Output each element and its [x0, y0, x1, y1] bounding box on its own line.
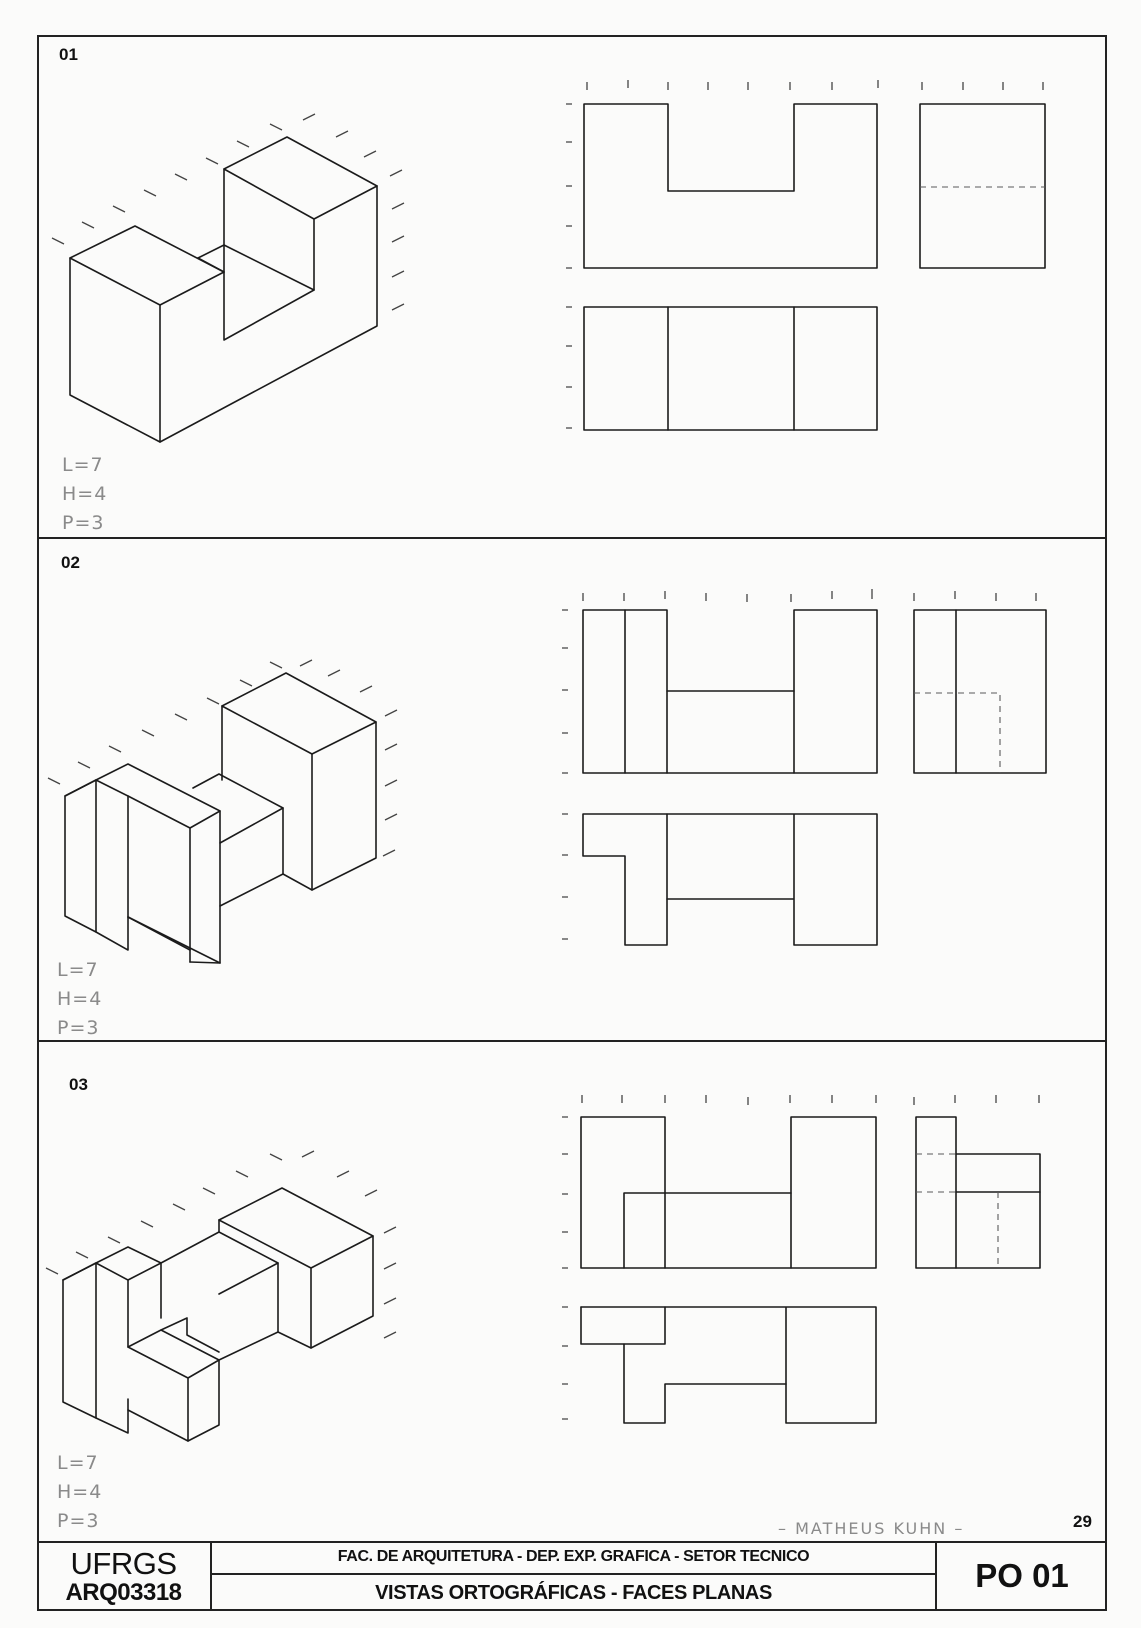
- exercise-number: 03: [69, 1075, 88, 1094]
- course-code: ARQ03318: [65, 1578, 182, 1606]
- institution-name: UFRGS: [70, 1545, 177, 1581]
- page-number: 29: [1073, 1512, 1092, 1531]
- student-signature: – MATHEUS KUHN –: [778, 1519, 965, 1538]
- dimension-notes: L=7 H=4 P=3: [57, 1452, 103, 1532]
- exercise-number: 02: [61, 553, 80, 572]
- subject-cell: VISTAS ORTOGRÁFICAS - FACES PLANAS: [212, 1575, 937, 1611]
- department-cell: FAC. DE ARQUITETURA - DEP. EXP. GRAFICA - SETOR TECNICO: [212, 1541, 937, 1575]
- exercise-number: 01: [59, 45, 78, 64]
- sheet-code: PO 01: [975, 1557, 1069, 1594]
- dimension-notes: L=7 H=4 P=3: [62, 454, 108, 534]
- dimension-notes: L=7 H=4 P=3: [57, 959, 103, 1039]
- institution-cell: [37, 1541, 212, 1611]
- title-block: [37, 1541, 1107, 1611]
